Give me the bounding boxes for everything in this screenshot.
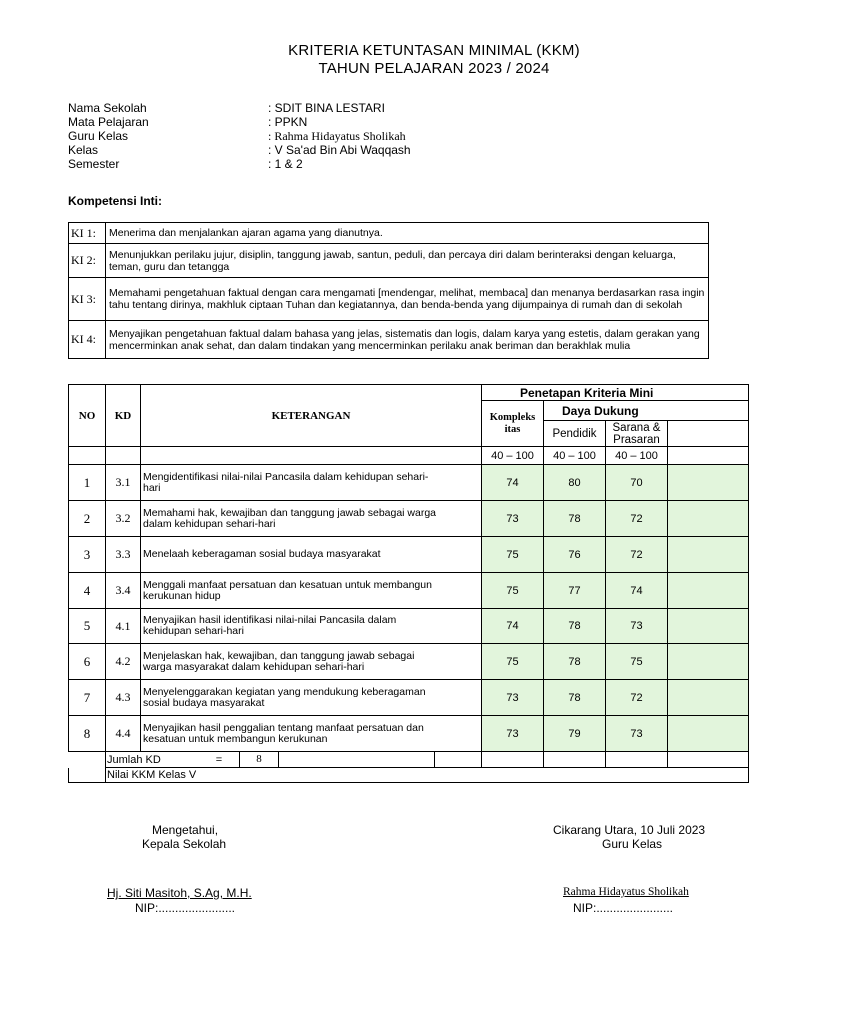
row-extra: [668, 465, 749, 501]
row-description: Menyelenggarakan kegiatan yang mendukung keberagaman sosial budaya masyarakat: [141, 680, 482, 716]
empty-cell: [69, 768, 106, 783]
row-no: 7: [69, 680, 106, 716]
empty-cell: [69, 752, 106, 768]
nilai-row: [69, 768, 749, 783]
empty-cell: [482, 752, 544, 768]
row-kompleksitas: 75: [482, 573, 544, 609]
header-kd: KD: [106, 385, 141, 447]
row-no: 1: [69, 465, 106, 501]
ki-code: KI 2:: [69, 244, 106, 278]
sign-left-name: Hj. Siti Masitoh, S.Ag, M.H.: [107, 886, 252, 900]
info-value: : Rahma Hidayatus Sholikah: [268, 129, 406, 143]
ki-text: Menyajikan pengetahuan faktual dalam bahasa yang jelas, sistematis dan logis, dalam karya yang estetis, dalam gerakan yang mencerminkan anak sehat, dan dalam tindakan yang mencerminkan perilaku anak beriman dan berakhlak mulia: [106, 321, 709, 359]
range-pendidik: 40 – 100: [544, 447, 606, 465]
ki-row: [69, 223, 709, 244]
empty-cell: [141, 447, 482, 465]
empty-cell: [544, 752, 606, 768]
header-keterangan: KETERANGAN: [141, 385, 482, 447]
row-kompleksitas: 73: [482, 716, 544, 752]
info-label: Kelas: [68, 143, 99, 157]
row-pendidik: 78: [544, 644, 606, 680]
ki-row: [69, 244, 709, 278]
sign-left-nip: NIP:.......................: [135, 901, 236, 915]
row-description: Menelaah keberagaman sosial budaya masyarakat: [141, 537, 482, 573]
header-kompleksitas: Kompleks itas: [482, 401, 544, 447]
row-kompleksitas: 75: [482, 644, 544, 680]
row-no: 8: [69, 716, 106, 752]
info-value: : SDIT BINA LESTARI: [268, 101, 385, 115]
row-sarana: 72: [606, 537, 668, 573]
header-empty: [668, 421, 749, 447]
row-sarana: 72: [606, 680, 668, 716]
sign-right-nip: NIP:.......................: [573, 901, 674, 915]
row-pendidik: 79: [544, 716, 606, 752]
row-pendidik: 78: [544, 680, 606, 716]
row-description: Mengidentifikasi nilai-nilai Pancasila dalam kehidupan sehari- hari: [141, 465, 482, 501]
row-description: Menjelaskan hak, kewajiban, dan tanggung jawab sebagai warga masyarakat dalam kehidupan sehari-hari: [141, 644, 482, 680]
info-value: : 1 & 2: [268, 157, 303, 171]
ki-code: KI 4:: [69, 321, 106, 359]
info-label: Guru Kelas: [68, 129, 129, 143]
row-kd: 4.4: [106, 716, 141, 752]
row-kd: 3.2: [106, 501, 141, 537]
nilai-kkm-label: Nilai KKM Kelas V: [106, 768, 749, 783]
jumlah-row: [69, 752, 749, 768]
sign-right-name: Rahma Hidayatus Sholikah: [563, 886, 689, 898]
header-daya-dukung: Daya Dukung: [544, 401, 749, 421]
row-sarana: 72: [606, 501, 668, 537]
document-title: KRITERIA KETUNTASAN MINIMAL (KKM): [288, 42, 580, 59]
info-label: Semester: [68, 157, 120, 171]
header-sarana: Sarana & Prasaran: [606, 421, 668, 447]
row-kompleksitas: 73: [482, 680, 544, 716]
empty-cell: [69, 447, 106, 465]
row-extra: [668, 716, 749, 752]
ki-row: [69, 278, 709, 321]
table-row: [69, 609, 749, 644]
jumlah-equals: =: [215, 753, 223, 766]
row-no: 3: [69, 537, 106, 573]
empty-cell: [668, 752, 749, 768]
empty-cell: [606, 752, 668, 768]
row-no: 4: [69, 573, 106, 609]
row-kd: 3.1: [106, 465, 141, 501]
ki-text: Menerima dan menjalankan ajaran agama yang dianutnya.: [106, 223, 709, 244]
ki-code: KI 3:: [69, 278, 106, 321]
row-extra: [668, 680, 749, 716]
document-subtitle: TAHUN PELAJARAN 2023 / 2024: [318, 60, 550, 77]
row-kd: 3.4: [106, 573, 141, 609]
row-kompleksitas: 74: [482, 609, 544, 644]
table-row: [69, 680, 749, 716]
table-row: [69, 501, 749, 537]
empty-cell: [668, 447, 749, 465]
empty-cell: [106, 447, 141, 465]
row-kompleksitas: 73: [482, 501, 544, 537]
info-label: Mata Pelajaran: [68, 115, 149, 129]
row-description: Menyajikan hasil identifikasi nilai-nilai Pancasila dalam kehidupan sehari-hari: [141, 609, 482, 644]
info-value: : PPKN: [268, 115, 308, 129]
sign-left-role: Kepala Sekolah: [142, 837, 227, 851]
sign-left-heading: Mengetahui,: [152, 823, 219, 837]
ki-text: Menunjukkan perilaku jujur, disiplin, tanggung jawab, santun, peduli, dan percaya diri dalam berinteraksi dengan keluarga, teman, guru dan tetangga: [106, 244, 709, 278]
ki-row: [69, 321, 709, 359]
empty-cell: [279, 752, 435, 767]
table-row: [69, 537, 749, 573]
row-pendidik: 80: [544, 465, 606, 501]
jumlah-label: Jumlah KD: [107, 753, 161, 766]
row-kompleksitas: 75: [482, 537, 544, 573]
row-sarana: 75: [606, 644, 668, 680]
row-kd: 4.1: [106, 609, 141, 644]
row-extra: [668, 573, 749, 609]
row-extra: [668, 609, 749, 644]
kompetensi-heading: Kompetensi Inti:: [68, 194, 163, 208]
row-description: Menggali manfaat persatuan dan kesatuan untuk membangun kerukunan hidup: [141, 573, 482, 609]
row-pendidik: 78: [544, 501, 606, 537]
kkm-table: [68, 384, 749, 783]
info-label: Nama Sekolah: [68, 101, 147, 115]
row-pendidik: 76: [544, 537, 606, 573]
table-row: [69, 716, 749, 752]
row-extra: [668, 501, 749, 537]
row-kd: 4.3: [106, 680, 141, 716]
ki-code: KI 1:: [69, 223, 106, 244]
table-row: [69, 465, 749, 501]
table-row: [69, 573, 749, 609]
row-sarana: 74: [606, 573, 668, 609]
header-pendidik: Pendidik: [544, 421, 606, 447]
row-extra: [668, 644, 749, 680]
row-pendidik: 78: [544, 609, 606, 644]
ki-text: Memahami pengetahuan faktual dengan cara mengamati [mendengar, melihat, membaca] dan menanya berdasarkan rasa ingin tahu tentang dirinya, makhluk ciptaan Tuhan dan kegiatannya, dan benda-benda yang dijumpainya di rumah dan di sekolah: [106, 278, 709, 321]
row-sarana: 73: [606, 716, 668, 752]
sign-right-place-date: Cikarang Utara, 10 Juli 2023: [553, 823, 706, 837]
row-pendidik: 77: [544, 573, 606, 609]
header-no: NO: [69, 385, 106, 447]
range-sarana: 40 – 100: [606, 447, 668, 465]
header-penetapan: Penetapan Kriteria Mini: [482, 385, 749, 401]
row-description: Menyajikan hasil penggalian tentang manfaat persatuan dan kesatuan untuk membangun kerukunan: [141, 716, 482, 752]
row-no: 5: [69, 609, 106, 644]
row-kd: 3.3: [106, 537, 141, 573]
row-kompleksitas: 74: [482, 465, 544, 501]
row-sarana: 70: [606, 465, 668, 501]
row-description: Memahami hak, kewajiban dan tanggung jawab sebagai warga dalam kehidupan sehari-hari: [141, 501, 482, 537]
row-kd: 4.2: [106, 644, 141, 680]
row-no: 2: [69, 501, 106, 537]
row-no: 6: [69, 644, 106, 680]
kompetensi-table: [68, 222, 709, 359]
sign-right-role: Guru Kelas: [602, 837, 663, 851]
row-extra: [668, 537, 749, 573]
jumlah-cell: [106, 752, 482, 768]
range-kompleksitas: 40 – 100: [482, 447, 544, 465]
jumlah-value: 8: [239, 752, 279, 767]
table-row: [69, 644, 749, 680]
info-value: : V Sa'ad Bin Abi Waqqash: [268, 143, 411, 157]
row-sarana: 73: [606, 609, 668, 644]
